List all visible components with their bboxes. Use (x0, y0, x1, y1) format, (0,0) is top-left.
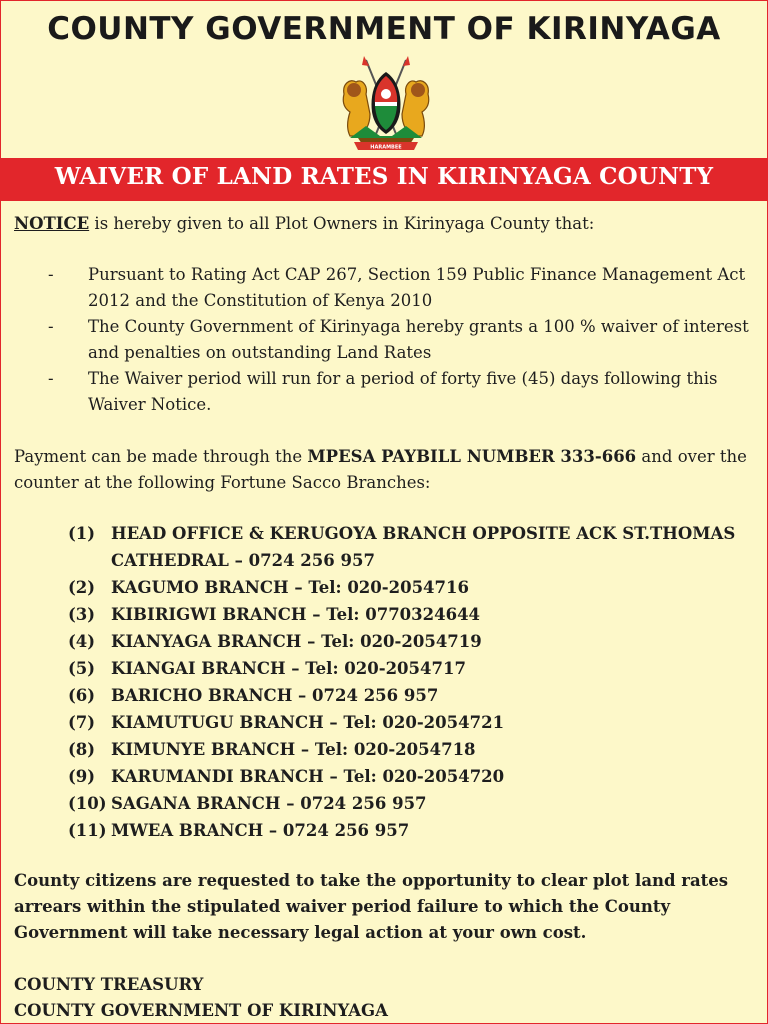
list-item (14, 314, 759, 366)
payment-info (14, 444, 759, 496)
branch-number: (6) (68, 686, 96, 705)
page-title: COUNTY GOVERNMENT OF KIRINYAGA (47, 11, 721, 47)
branch-number: (3) (68, 605, 96, 624)
list-item (14, 601, 759, 628)
bullet-dash: - (48, 317, 54, 336)
branch-number: (11) (68, 821, 107, 840)
branch-text: KIMUNYE BRANCH – Tel: 020-2054718 (111, 740, 476, 759)
branch-number: (4) (68, 632, 96, 651)
bullet-text: The Waiver period will run for a period of forty five (45) days following this Waiver Notice. (88, 369, 718, 414)
branch-number: (7) (68, 713, 96, 732)
signoff-line-treasury: COUNTY TREASURY (14, 975, 204, 994)
closing-paragraph: County citizens are requested to take the opportunity to clear plot land rates arrears within the stipulated waiver period failure to which the County Government will take necessary legal action at your own cost. (14, 871, 729, 942)
payment-prefix: Payment can be made through the (14, 447, 308, 466)
branch-number: (1) (68, 524, 96, 543)
bullet-text: The County Government of Kirinyaga hereby grants a 100 % waiver of interest and penalties on outstanding Land Rates (88, 317, 749, 362)
branch-text: HEAD OFFICE & KERUGOYA BRANCH OPPOSITE ACK ST.THOMAS CATHEDRAL – 0724 256 957 (111, 524, 736, 570)
list-item (14, 520, 759, 574)
notice-intro (14, 211, 759, 237)
list-item (14, 574, 759, 601)
branch-text: KARUMANDI BRANCH – Tel: 020-2054720 (111, 767, 505, 786)
branch-number: (8) (68, 740, 96, 759)
notice-bullet-list (14, 262, 759, 418)
branch-text: KIAMUTUGU BRANCH – Tel: 020-2054721 (111, 713, 505, 732)
bullet-dash: - (48, 265, 54, 284)
branch-text: MWEA BRANCH – 0724 256 957 (111, 821, 410, 840)
payment-suffix: and over the counter at the following Fortune Sacco Branches: (14, 447, 747, 492)
branch-list (14, 520, 759, 844)
branch-number: (2) (68, 578, 96, 597)
banner-title: WAIVER OF LAND RATES IN KIRINYAGA COUNTY (54, 163, 714, 190)
list-item (14, 709, 759, 736)
branch-text: SAGANA BRANCH – 0724 256 957 (111, 794, 427, 813)
bullet-text: Pursuant to Rating Act CAP 267, Section 159 Public Finance Management Act 2012 and the Constitution of Kenya 2010 (88, 265, 746, 310)
branch-text: KIANYAGA BRANCH – Tel: 020-2054719 (111, 632, 482, 651)
notice-lead-word: NOTICE (14, 214, 90, 233)
notice-intro-text: is hereby given to all Plot Owners in Kirinyaga County that: (89, 214, 595, 233)
coat-of-arms-icon (336, 56, 436, 152)
branch-text: KAGUMO BRANCH – Tel: 020-2054716 (111, 578, 469, 597)
branch-number: (10) (68, 794, 107, 813)
list-item (14, 628, 759, 655)
branch-text: KIANGAI BRANCH – Tel: 020-2054717 (111, 659, 466, 678)
list-item (14, 262, 759, 314)
bullet-dash: - (48, 369, 54, 388)
list-item (14, 736, 759, 763)
coat-motto: HARAMBEE (370, 144, 402, 151)
list-item (14, 366, 759, 418)
branch-number: (5) (68, 659, 96, 678)
branch-text: BARICHO BRANCH – 0724 256 957 (111, 686, 439, 705)
signoff-line-government: COUNTY GOVERNMENT OF KIRINYAGA (14, 1001, 388, 1020)
list-item (14, 763, 759, 790)
notice-body (14, 211, 759, 1024)
signoff-block (14, 972, 759, 1024)
branch-number: (9) (68, 767, 96, 786)
branch-text: KIBIRIGWI BRANCH – Tel: 0770324644 (111, 605, 481, 624)
list-item (14, 655, 759, 682)
list-item (14, 817, 759, 844)
list-item (14, 790, 759, 817)
paybill-number: MPESA PAYBILL NUMBER 333-666 (307, 447, 637, 466)
list-item (14, 682, 759, 709)
